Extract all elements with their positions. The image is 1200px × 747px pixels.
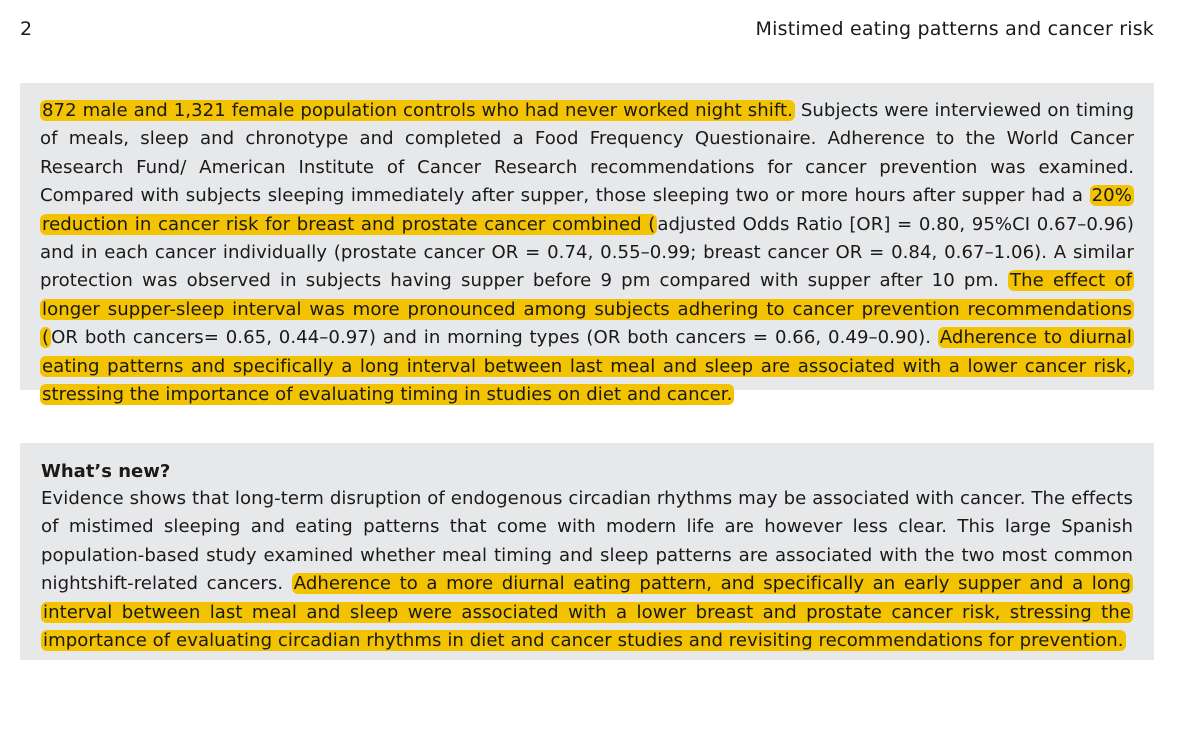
abstract-text-segment: Subjects were interviewed on timing of meals, sleep and chronotype and completed a Food Frequency Questionaire. Adherence to the World Cancer Research Fund/ American Institute of Cancer Research recommendations for cancer prevention was examined. Compared with subjects sleeping immediately after supper, those sleeping two or more hours after supper had a bbox=[40, 100, 1134, 207]
highlight-abstract-4: Adherence to diurnal eating patterns and specifically a long interval between last meal and sleep are associated with a lower cancer risk, stressing the importance of evaluating timing in studies on diet and cancer. bbox=[42, 327, 1132, 406]
abstract-text-segment: adjusted Odds Ratio [OR] = 0.80, 95%CI 0.67–0.96) and in each cancer individually (prostate cancer OR = 0.74, 0.55–0.99; breast cancer OR = 0.84, 0.67–1.06). A similar protection was observed in subjects having supper before 9 pm compared with supper after 10 pm. bbox=[40, 213, 1134, 292]
page-number: 2 bbox=[20, 18, 33, 40]
highlight-abstract-1: 872 male and 1,321 female population controls who had never worked night shift. bbox=[42, 100, 793, 121]
whats-new-heading: What’s new? bbox=[41, 461, 171, 482]
abstract-text bbox=[40, 97, 1134, 409]
abstract-box bbox=[20, 83, 1154, 406]
running-head: Mistimed eating patterns and cancer risk bbox=[755, 18, 1154, 40]
abstract-text-segment: OR both cancers= 0.65, 0.44–0.97) and in morning types (OR both cancers = 0.66, 0.49–0.90). bbox=[51, 327, 938, 349]
whats-new-box bbox=[20, 443, 1154, 660]
highlight-abstract-2: 20% reduction in cancer risk for breast and prostate cancer combined ( bbox=[42, 185, 1132, 235]
whats-new-text bbox=[41, 485, 1133, 655]
highlight-whats-new: Adherence to a more diurnal eating pattern, and specifically an early supper and a long interval between last meal and sleep were associated with a lower breast and prostate cancer risk, stressing the importance of evaluating circadian rhythms in diet and cancer studies and revisiting recommendations for prevention. bbox=[43, 573, 1131, 652]
whats-new-text-segment: Evidence shows that long-term disruption of endogenous circadian rhythms may be associated with cancer. The effects of mistimed sleeping and eating patterns that come with modern life are however less clear. This large Spanish population-based study examined whether meal timing and sleep patterns are associated with the two most common nightshift-related cancers. bbox=[41, 488, 1133, 595]
highlight-abstract-3: The effect of longer supper-sleep interval was more pronounced among subjects adhering to cancer prevention recommendations ( bbox=[42, 270, 1132, 349]
